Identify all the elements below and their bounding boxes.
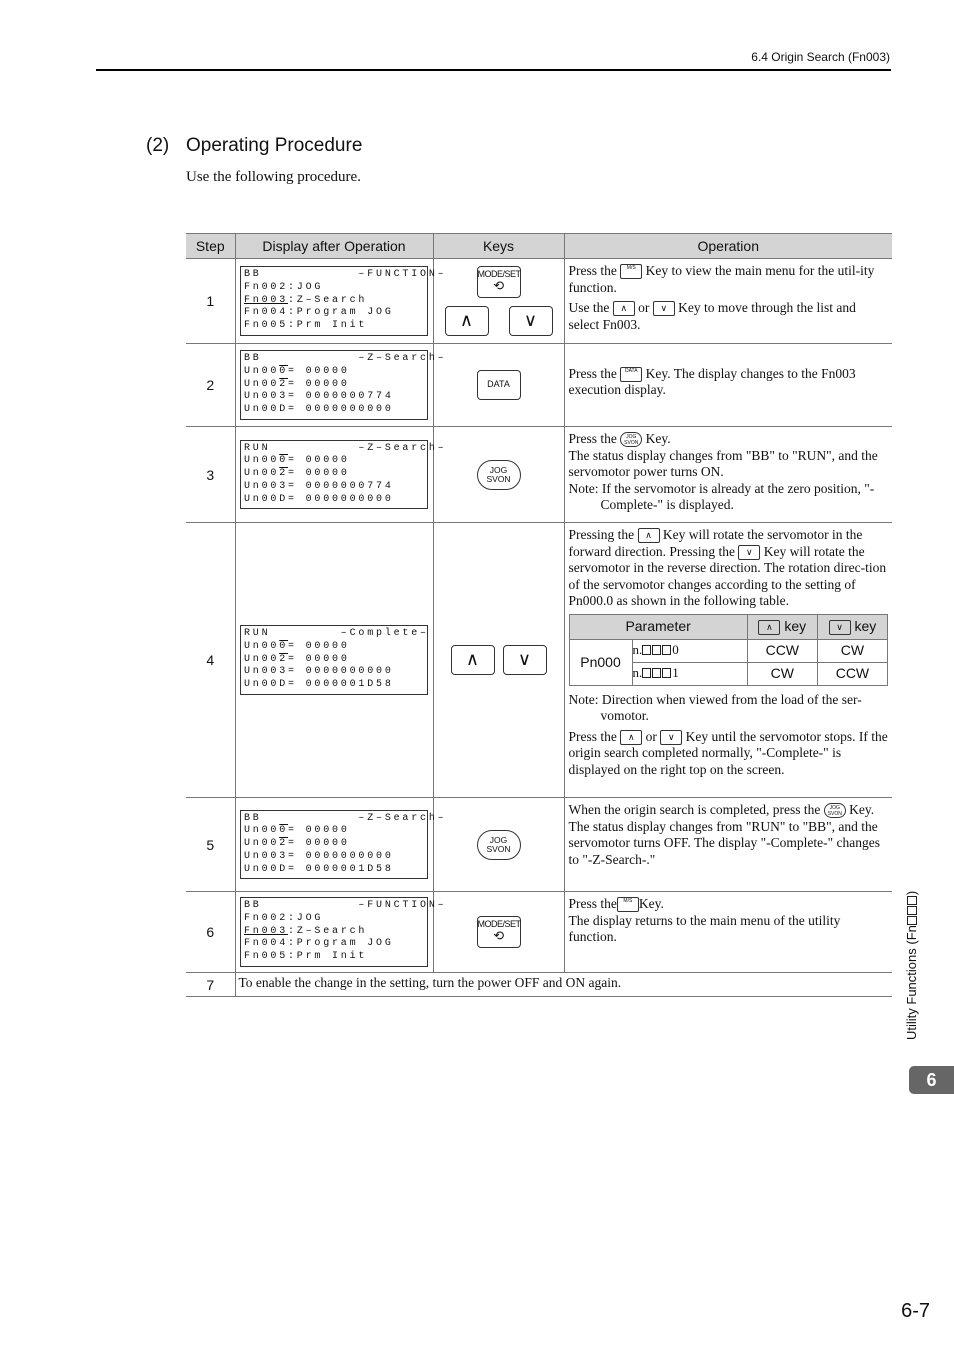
data-key[interactable]: DATA bbox=[477, 370, 521, 400]
lcd-text: :Z–Search bbox=[288, 294, 368, 306]
code-suffix: 1 bbox=[672, 665, 679, 681]
lcd-line bbox=[244, 666, 424, 679]
table-row bbox=[186, 259, 892, 344]
step-number: 6 bbox=[186, 892, 235, 973]
lcd-text: Un00 bbox=[244, 468, 280, 480]
lcd-text: Un00 bbox=[244, 378, 280, 390]
lcd-text: RUN –Complete– bbox=[244, 628, 429, 639]
header-rule bbox=[96, 69, 891, 71]
jog-label: JOG bbox=[489, 834, 508, 845]
down-direction: CW bbox=[817, 639, 887, 662]
lcd-text: Un00D= 0000001D58 bbox=[244, 679, 394, 691]
lcd-text: :Z–Search bbox=[288, 925, 368, 937]
table-row bbox=[186, 892, 892, 973]
op-text: When the origin search is completed, press the bbox=[568, 802, 821, 817]
header-keys: Keys bbox=[433, 234, 564, 259]
lcd-line bbox=[244, 455, 424, 468]
lcd-line bbox=[244, 851, 424, 864]
jog-label: JOG bbox=[489, 464, 508, 475]
header-step: Step bbox=[186, 234, 235, 259]
op-text: Key. bbox=[638, 896, 664, 911]
down-key-header bbox=[817, 614, 887, 639]
down-key[interactable]: ∨ bbox=[503, 645, 547, 675]
sub-table-header bbox=[569, 614, 888, 639]
lcd-line bbox=[244, 494, 424, 507]
up-key-icon: ∧ bbox=[613, 301, 635, 316]
table-row bbox=[186, 973, 892, 997]
step-number: 1 bbox=[186, 259, 235, 344]
param-value bbox=[632, 662, 747, 685]
digit-box bbox=[907, 906, 917, 915]
digit-box bbox=[652, 668, 661, 678]
operation-text bbox=[569, 366, 889, 399]
table-header-row bbox=[186, 234, 892, 259]
operation-text: The display returns to the main menu of the utility function. bbox=[568, 912, 841, 944]
digit-box bbox=[907, 916, 917, 925]
digit-box bbox=[642, 645, 651, 655]
section-title-text: Operating Procedure bbox=[186, 135, 363, 156]
lcd-text: Fn003 bbox=[244, 294, 289, 306]
operation-text bbox=[569, 527, 889, 610]
down-key[interactable]: ∨ bbox=[509, 306, 553, 336]
step-number: 7 bbox=[186, 973, 235, 997]
op-text: Press the bbox=[568, 365, 617, 381]
lcd-text: = 00000 bbox=[288, 653, 350, 665]
header-operation: Operation bbox=[564, 234, 892, 259]
lcd-line bbox=[244, 825, 424, 838]
digit-box bbox=[652, 645, 661, 655]
lcd-text: BB –Z–Search– bbox=[244, 353, 447, 364]
lcd-text: Un00 bbox=[244, 365, 280, 377]
lcd-text: Un00 bbox=[244, 640, 280, 652]
lcd-text: Un00D= 0000000000 bbox=[244, 404, 394, 416]
lcd-line bbox=[244, 468, 424, 481]
operation-text bbox=[569, 802, 889, 819]
lcd-line bbox=[244, 654, 424, 667]
lcd-display bbox=[240, 266, 447, 336]
op-text: Key will rotate the servomotor in the reverse direction. The rotation direc-tion of the servomotor changes according to the setting of Pn000.0 as shown in the following table. bbox=[568, 543, 887, 608]
step-number: 5 bbox=[186, 798, 235, 892]
lcd-text: 2 bbox=[279, 468, 289, 480]
lcd-text: Fn002:JOG bbox=[244, 912, 324, 924]
side-tab-prefix: Utility Functions (Fn bbox=[904, 925, 919, 1040]
digit-box bbox=[907, 896, 917, 905]
return-arrow-icon: ⟲ bbox=[493, 278, 504, 293]
jog-svon-key[interactable] bbox=[477, 460, 521, 490]
up-key-icon: ∧ bbox=[638, 528, 660, 543]
op-text: or bbox=[645, 728, 657, 744]
down-key-icon: ∨ bbox=[738, 545, 760, 560]
up-direction: CW bbox=[747, 662, 817, 685]
lcd-line bbox=[244, 295, 424, 308]
lcd-text: Un00 bbox=[244, 455, 280, 467]
section-number: (2) bbox=[146, 135, 170, 156]
lcd-text: = 00000 bbox=[288, 825, 350, 837]
lcd-line bbox=[244, 628, 429, 641]
lcd-line bbox=[244, 641, 424, 654]
lcd-text: Un00 bbox=[244, 825, 280, 837]
lcd-text: Fn003 bbox=[244, 925, 289, 937]
lcd-text: Un00D= 0000001D58 bbox=[244, 863, 394, 875]
lcd-text: = 00000 bbox=[288, 455, 350, 467]
svon-label: SVON bbox=[486, 843, 511, 854]
op-text: Press the bbox=[568, 263, 617, 278]
lcd-display bbox=[240, 440, 447, 510]
down-key-icon: ∨ bbox=[653, 301, 675, 316]
running-header: 6.4 Origin Search (Fn003) bbox=[751, 50, 890, 64]
lcd-line bbox=[244, 320, 424, 333]
lcd-text: 2 bbox=[279, 378, 289, 390]
lcd-text: Un003= 0000000000 bbox=[244, 666, 394, 678]
lcd-text: Un00D= 0000000000 bbox=[244, 493, 394, 505]
lcd-display bbox=[240, 810, 447, 880]
lcd-text: Un00 bbox=[244, 653, 280, 665]
jog-svon-key-icon: JOG SVON bbox=[824, 803, 846, 818]
op-text: Key to view the main menu for the util-ity function. bbox=[568, 263, 875, 295]
lcd-text: = 00000 bbox=[288, 640, 350, 652]
operation-text bbox=[569, 263, 889, 296]
step7-text: To enable the change in the setting, turn the power OFF and ON again. bbox=[235, 973, 892, 997]
up-key[interactable]: ∧ bbox=[445, 306, 489, 336]
op-text: or bbox=[638, 300, 650, 315]
table-row bbox=[186, 798, 892, 892]
lcd-text: BB –Z–Search– bbox=[244, 812, 447, 824]
lcd-line bbox=[244, 366, 424, 379]
lcd-text: Fn002:JOG bbox=[244, 281, 324, 293]
chapter-tab: 6 bbox=[909, 1066, 954, 1094]
lcd-text: Un003= 0000000000 bbox=[244, 850, 394, 862]
lcd-text: Fn005:Prm Init bbox=[244, 951, 368, 963]
lcd-text: Un003= 0000000774 bbox=[244, 480, 394, 492]
key-label: key bbox=[784, 618, 807, 635]
lcd-text: = 00000 bbox=[288, 838, 350, 850]
param-header: Parameter bbox=[569, 614, 747, 639]
svon-label: SVON bbox=[486, 473, 511, 484]
op-text: Press the bbox=[568, 896, 617, 911]
lcd-line bbox=[244, 481, 424, 494]
lcd-text: Un003= 0000000774 bbox=[244, 391, 394, 403]
lcd-line bbox=[244, 926, 424, 939]
lcd-line bbox=[244, 951, 424, 964]
lcd-line bbox=[244, 379, 424, 392]
mode-set-key-icon: M/S bbox=[620, 264, 642, 279]
lcd-line bbox=[244, 938, 424, 951]
lcd-display bbox=[240, 350, 447, 420]
jog-svon-key-icon: JOG SVON bbox=[620, 432, 642, 447]
lcd-text: BB –FUNCTION– bbox=[244, 269, 447, 280]
step-number: 3 bbox=[186, 427, 235, 523]
mode-set-label: MODE/SET bbox=[477, 919, 521, 929]
lcd-text: Un00 bbox=[244, 838, 280, 850]
procedure-table bbox=[186, 233, 892, 997]
key-label: key bbox=[854, 618, 877, 635]
mode-set-key[interactable] bbox=[477, 266, 521, 298]
op-text: Key to move through the list and select Fn003. bbox=[568, 300, 856, 332]
digit-box bbox=[642, 668, 651, 678]
lcd-text: 0 bbox=[279, 825, 289, 837]
side-tab-suffix: ) bbox=[904, 890, 919, 896]
op-text: Press the bbox=[568, 431, 617, 446]
lcd-text: 0 bbox=[279, 455, 289, 467]
lcd-line bbox=[244, 900, 447, 913]
code-suffix: 0 bbox=[672, 642, 679, 658]
table-row bbox=[186, 344, 892, 427]
step-number: 4 bbox=[186, 523, 235, 798]
op-text: Key will rotate the servomotor in the forward direction. Pressing the bbox=[568, 527, 863, 559]
down-key-icon: ∨ bbox=[660, 730, 682, 745]
code-prefix: n. bbox=[632, 665, 643, 681]
op-text: Key. The display changes to the Fn003 execution display. bbox=[568, 365, 856, 397]
up-key-icon: ∧ bbox=[758, 620, 780, 635]
page-number: 6-7 bbox=[901, 1300, 930, 1322]
lcd-line bbox=[244, 442, 447, 456]
lcd-line bbox=[244, 812, 447, 826]
digit-box bbox=[662, 668, 671, 678]
operation-text bbox=[569, 896, 889, 913]
lcd-line bbox=[244, 391, 424, 404]
operation-text: The status display changes from "RUN" to "BB", and the servomotor turns OFF. The display "-Complete-" changes to "-Z-Search-." bbox=[568, 818, 881, 867]
op-text: Pressing the bbox=[568, 527, 635, 542]
jog-svon-key[interactable] bbox=[477, 830, 521, 860]
operation-text: The status display changes from "BB" to "RUN", and the servomotor power turns ON. bbox=[568, 447, 878, 479]
up-direction: CCW bbox=[747, 639, 817, 662]
up-key[interactable]: ∧ bbox=[451, 645, 495, 675]
param-name: Pn000 bbox=[569, 639, 632, 685]
rotation-direction-table bbox=[569, 614, 889, 686]
lcd-text: RUN –Z–Search– bbox=[244, 442, 447, 454]
lcd-text: 0 bbox=[279, 640, 289, 652]
mode-set-label: MODE/SET bbox=[477, 269, 521, 279]
down-direction: CCW bbox=[817, 662, 887, 685]
mode-set-key-icon: M/S bbox=[617, 897, 639, 912]
data-key-icon: DATA bbox=[620, 367, 642, 382]
lcd-display bbox=[240, 625, 428, 695]
op-text: Press the bbox=[568, 728, 617, 744]
op-text: Key. bbox=[645, 431, 671, 446]
operation-text bbox=[569, 431, 889, 448]
lcd-text: 2 bbox=[279, 838, 289, 850]
section-title bbox=[146, 135, 362, 157]
lcd-text: Fn004:Program JOG bbox=[244, 938, 394, 950]
note-text: Note: Direction when viewed from the load of the ser-vomotor. bbox=[568, 691, 862, 723]
lcd-line bbox=[244, 864, 424, 877]
lcd-line bbox=[244, 404, 424, 417]
lcd-text: = 00000 bbox=[288, 365, 350, 377]
op-text: Use the bbox=[568, 300, 610, 315]
lcd-display bbox=[240, 897, 447, 967]
sub-table-row bbox=[569, 639, 888, 662]
lcd-line bbox=[244, 282, 424, 295]
up-key-header bbox=[747, 614, 817, 639]
param-value bbox=[632, 639, 747, 662]
op-text: Key until the servomotor stops. If the origin search completed normally, "-Complete-" is displayed on the right top on the screen. bbox=[568, 728, 888, 777]
lcd-text: = 00000 bbox=[288, 468, 350, 480]
note-text: Note: If the servomotor is already at the zero position, "-Complete-" is displayed. bbox=[568, 480, 875, 512]
table-row bbox=[186, 523, 892, 798]
lcd-line bbox=[244, 838, 424, 851]
operation-text bbox=[569, 300, 889, 333]
op-text: Key. bbox=[849, 802, 875, 817]
intro-text: Use the following procedure. bbox=[186, 169, 361, 185]
lcd-line bbox=[244, 353, 447, 366]
operation-text bbox=[569, 729, 889, 779]
code-prefix: n. bbox=[632, 642, 643, 658]
return-arrow-icon: ⟲ bbox=[493, 928, 504, 943]
table-row bbox=[186, 427, 892, 523]
up-key-icon: ∧ bbox=[620, 730, 642, 745]
lcd-line bbox=[244, 307, 424, 320]
lcd-text: BB –FUNCTION– bbox=[244, 900, 447, 911]
digit-box bbox=[662, 645, 671, 655]
lcd-text: Fn005:Prm Init bbox=[244, 320, 368, 332]
lcd-line bbox=[244, 269, 447, 282]
lcd-text: 0 bbox=[279, 365, 289, 377]
lcd-line bbox=[244, 679, 424, 692]
side-tab-label bbox=[904, 891, 919, 1040]
lcd-text: Fn004:Program JOG bbox=[244, 307, 394, 319]
step-number: 2 bbox=[186, 344, 235, 427]
header-display: Display after Operation bbox=[235, 234, 433, 259]
lcd-text: 2 bbox=[279, 653, 289, 665]
lcd-line bbox=[244, 913, 424, 926]
lcd-text: = 00000 bbox=[288, 378, 350, 390]
mode-set-key[interactable] bbox=[477, 916, 521, 948]
down-key-icon: ∨ bbox=[829, 620, 851, 635]
